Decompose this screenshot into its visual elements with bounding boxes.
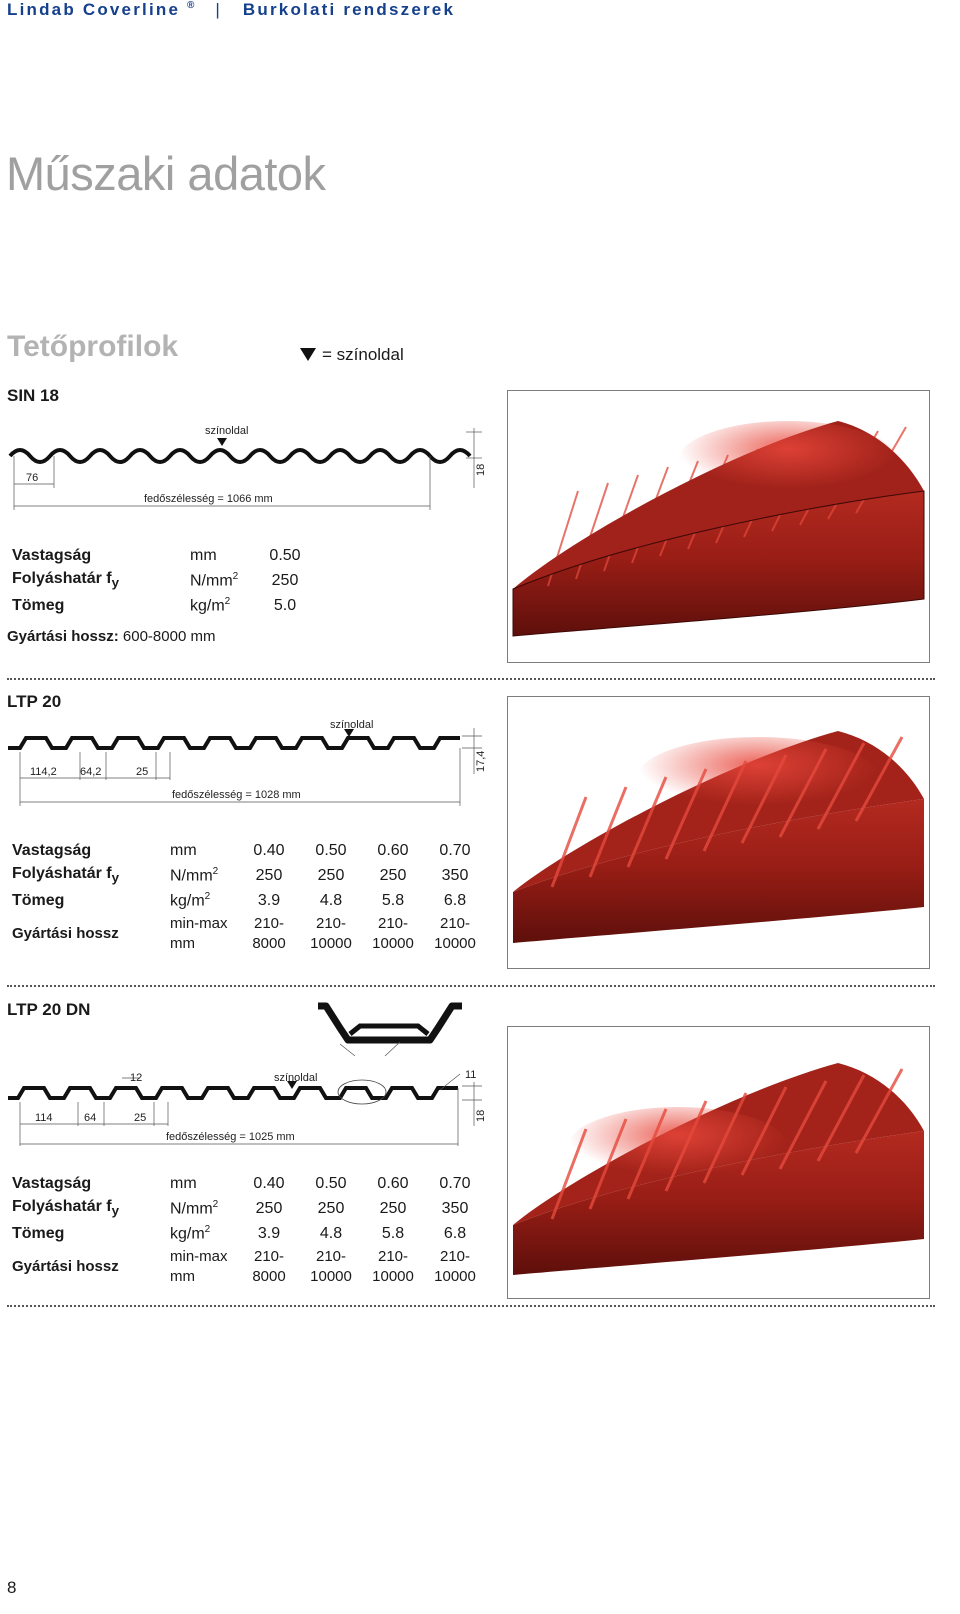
spec-unit: $kg/m^2$ — [170, 1223, 211, 1243]
spec-value: 0.70 — [439, 1174, 471, 1192]
table-row — [12, 593, 310, 618]
spec-value: 0.60 — [377, 1174, 409, 1192]
ltp20-width-label: fedőszélesség = 1028 mm — [172, 789, 301, 801]
spec-value: 250 — [317, 866, 345, 884]
spec-value: 350 — [441, 866, 469, 884]
spec-label: Folyáshatár $f_y$ — [12, 865, 120, 886]
spec-value: 210- 10000 — [310, 1248, 352, 1285]
sin18-photo — [507, 390, 930, 663]
section-divider — [7, 985, 935, 987]
spec-label: Tömeg — [12, 1224, 65, 1242]
spec-value: 0.40 — [253, 841, 285, 859]
spec-unit: min-max mm — [170, 915, 228, 952]
sin18-profile-drawing — [0, 418, 500, 518]
document-header — [7, 0, 455, 20]
ltp20-dim-3: 25 — [136, 766, 149, 778]
spec-label: Tömeg — [12, 891, 65, 909]
spec-value: 0.50 — [269, 546, 301, 564]
ltp20-title: LTP 20 — [7, 692, 62, 711]
spec-label: Gyártási hossz — [12, 925, 119, 942]
table-row — [12, 1171, 486, 1196]
spec-unit: $N/mm^2$ — [190, 570, 239, 590]
ltp20dn-title: LTP 20 DN — [7, 1000, 91, 1019]
sin18-pitch-label: 76 — [26, 472, 39, 484]
ltp20dn-dim-2: 64 — [84, 1112, 97, 1124]
spec-unit: $N/mm^2$ — [170, 1198, 219, 1218]
spec-value: 210- 8000 — [252, 915, 286, 952]
registered-mark: ® — [187, 0, 195, 11]
spec-unit: mm — [190, 546, 217, 564]
section-divider — [7, 1305, 935, 1307]
spec-value: 210- 10000 — [372, 915, 414, 952]
sin18-height-label: 18 — [475, 463, 487, 476]
spec-value: 0.50 — [315, 841, 347, 859]
table-row — [12, 863, 486, 888]
spec-value: 210- 10000 — [434, 915, 476, 952]
ltp20dn-dim-4: 12 — [130, 1072, 143, 1084]
spec-label: Folyáshatár $f_y$ — [12, 1198, 120, 1219]
spec-value: 250 — [379, 1199, 407, 1217]
spec-label: Vastagság — [12, 841, 92, 859]
ltp20dn-photo — [507, 1026, 930, 1299]
sin18-length-value: 600-8000 mm — [122, 628, 216, 645]
header-subtitle: Burkolati rendszerek — [242, 0, 456, 19]
table-row — [12, 913, 486, 955]
spec-value: 250 — [255, 866, 283, 884]
ltp20-profile-line — [8, 738, 460, 748]
sin18-length — [7, 628, 215, 645]
spec-value: 6.8 — [443, 891, 467, 909]
spec-label: Vastagság — [12, 546, 92, 564]
spec-value: 250 — [317, 1199, 345, 1217]
header-separator: | — [215, 0, 222, 19]
section-title: Tetőprofilok — [7, 330, 179, 363]
spec-value: 210- 10000 — [434, 1248, 476, 1285]
sin18-spec-table — [12, 543, 310, 618]
ltp20dn-spec-table — [12, 1171, 486, 1288]
ltp20dn-dim-5: 11 — [465, 1069, 477, 1081]
sin18-length-label: Gyártási hossz: — [7, 628, 119, 645]
spec-value: 0.70 — [439, 841, 471, 859]
spec-value: 210- 8000 — [252, 1248, 286, 1285]
ltp20dn-profile-drawing — [0, 994, 500, 1154]
section-divider — [7, 678, 935, 680]
sin18-side-label: színoldal — [205, 425, 249, 437]
ltp20-side-label: színoldal — [330, 719, 374, 731]
spec-value: 3.9 — [257, 891, 281, 909]
ltp20-profile-drawing — [0, 718, 500, 818]
ltp20-spec-table — [12, 838, 486, 955]
spec-value: 3.9 — [257, 1224, 281, 1242]
spec-unit: min-max mm — [170, 1248, 228, 1285]
table-row — [12, 838, 486, 863]
sin18-profile-line — [10, 450, 470, 462]
spec-unit: $kg/m^2$ — [190, 595, 231, 615]
spec-value: 5.8 — [381, 1224, 405, 1242]
spec-value: 4.8 — [319, 891, 343, 909]
table-row — [12, 1196, 486, 1221]
page-number: 8 — [7, 1578, 17, 1597]
ltp20dn-sheet-image — [508, 1027, 929, 1298]
spec-label: Vastagság — [12, 1174, 92, 1192]
table-row — [12, 543, 310, 568]
spec-label: Gyártási hossz — [12, 1258, 119, 1275]
spec-value: 250 — [379, 866, 407, 884]
brand-name: Lindab Coverline — [7, 0, 181, 19]
sin18-side-marker — [217, 438, 227, 446]
legend-text: = színoldal — [322, 345, 404, 364]
legend — [300, 345, 404, 365]
spec-value: 210- 10000 — [372, 1248, 414, 1285]
table-row — [12, 1221, 486, 1246]
spec-value: 4.8 — [319, 1224, 343, 1242]
ltp20dn-dim-3: 25 — [134, 1112, 147, 1124]
sin18-sheet-image — [508, 391, 929, 662]
spec-value: 5.0 — [273, 596, 297, 614]
ltp20dn-side-label: színoldal — [274, 1072, 318, 1084]
table-row — [12, 888, 486, 913]
spec-unit: mm — [170, 841, 197, 859]
ltp20dn-width-label: fedőszélesség = 1025 mm — [166, 1131, 295, 1143]
page-title: Műszaki adatok — [6, 147, 326, 200]
table-row — [12, 568, 310, 593]
spec-value: 350 — [441, 1199, 469, 1217]
triangle-down-icon — [300, 348, 316, 361]
spec-unit: $kg/m^2$ — [170, 890, 211, 910]
ltp20dn-height-label: 18 — [475, 1109, 487, 1122]
spec-value: 250 — [255, 1199, 283, 1217]
spec-value: 250 — [271, 571, 299, 589]
spec-value: 210- 10000 — [310, 915, 352, 952]
sin18-width-label: fedőszélesség = 1066 mm — [144, 493, 273, 505]
ltp20-height-label: 17,4 — [475, 750, 487, 772]
spec-value: 0.40 — [253, 1174, 285, 1192]
sin18-title: SIN 18 — [7, 386, 59, 405]
spec-value: 6.8 — [443, 1224, 467, 1242]
spec-label: Tömeg — [12, 596, 65, 614]
ltp20-dim-1: 114,2 — [30, 766, 57, 778]
spec-unit: $N/mm^2$ — [170, 865, 219, 885]
ltp20-photo — [507, 696, 930, 969]
ltp20dn-dim-1: 114 — [35, 1112, 53, 1124]
ltp20dn-profile-line — [8, 1088, 458, 1098]
ltp20-dim-2: 64,2 — [80, 766, 102, 778]
spec-value: 0.50 — [315, 1174, 347, 1192]
spec-unit: mm — [170, 1174, 197, 1192]
spec-value: 5.8 — [381, 891, 405, 909]
ltp20-sheet-image — [508, 697, 929, 968]
table-row — [12, 1246, 486, 1288]
spec-value: 0.60 — [377, 841, 409, 859]
spec-label: Folyáshatár $f_y$ — [12, 570, 120, 591]
